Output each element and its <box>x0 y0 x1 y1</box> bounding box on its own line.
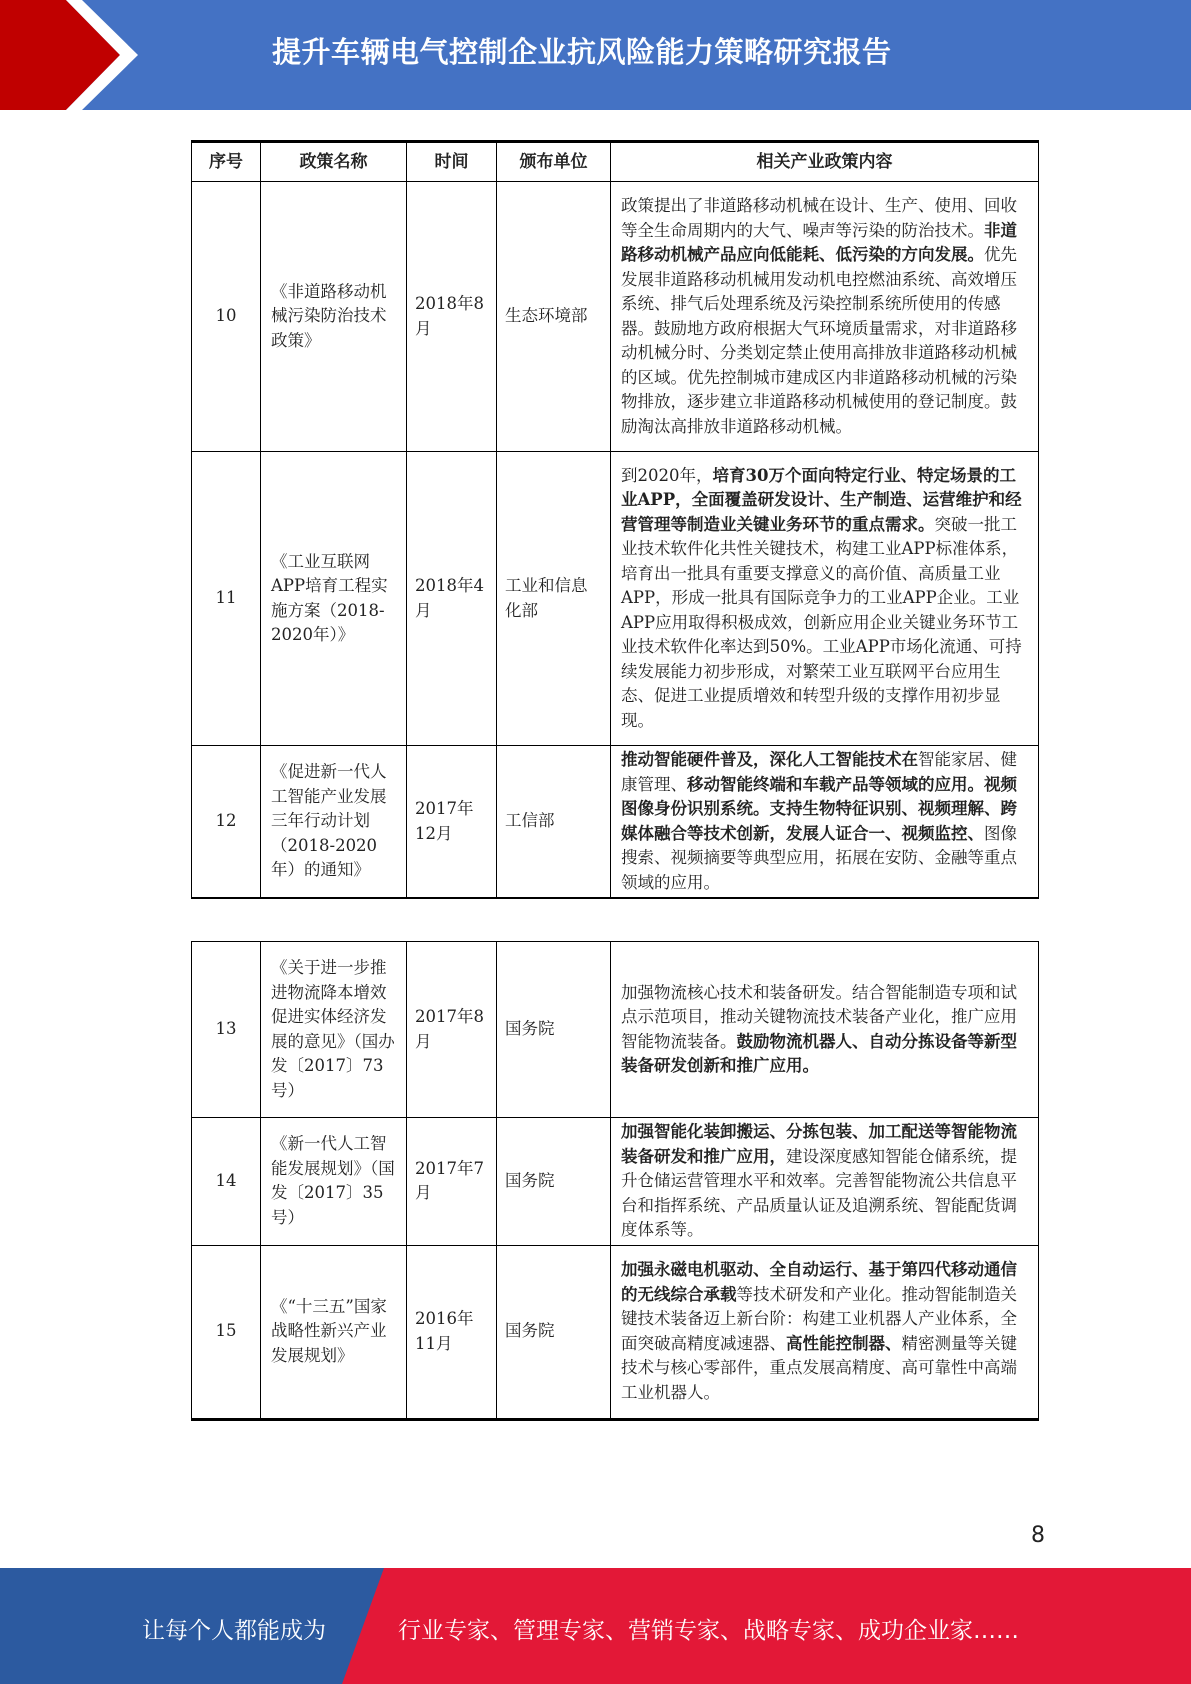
policy-time: 2017年7月 <box>407 1118 497 1246</box>
column-header: 序号 <box>192 142 261 182</box>
content-segment: 加强物流核心技术和装备研发。结合智能制造专项和试点示范项目，推动关键物流技术装备产业化，推广应用智能物流装备。 <box>621 982 1017 1051</box>
policy-table-part-2 <box>191 941 1039 1421</box>
column-header: 颁布单位 <box>497 142 611 182</box>
content-segment: 非道路移动机械产品应向低能耗、低污染的方向发展。 <box>621 220 1017 264</box>
policy-content <box>611 942 1039 1118</box>
policy-content <box>611 452 1039 746</box>
content-segment: 到2020年， <box>621 465 713 485</box>
policy-content <box>611 746 1039 899</box>
row-number: 10 <box>192 182 261 452</box>
content-segment: 图像搜索、视频摘要等典型应用，拓展在安防、金融等重点领域的应用。 <box>621 823 1017 892</box>
report-title: 提升车辆电气控制企业抗风险能力策略研究报告 <box>272 35 892 69</box>
policy-issuer: 工业和信息化部 <box>497 452 611 746</box>
row-number: 12 <box>192 746 261 899</box>
content-segment: 鼓励物流机器人、自动分拣设备等新型装备研发创新和推广应用。 <box>621 1031 1017 1075</box>
policy-name: 《工业互联网APP培育工程实施方案（2018-2020年）》 <box>261 452 407 746</box>
policy-issuer: 生态环境部 <box>497 182 611 452</box>
policy-name: 《关于进一步推进物流降本增效促进实体经济发展的意见》（国办发〔2017〕73号） <box>261 942 407 1118</box>
content-segment: 培育30万个面向特定行业、特定场景的工业APP，全面覆盖研发设计、生产制造、运营维护和经营管理等制造业关键业务环节的重点需求。 <box>621 465 1022 534</box>
policy-content <box>611 1118 1039 1246</box>
content-segment: 建设深度感知智能仓储系统，提升仓储运营管理水平和效率。完善智能物流公共信息平台和指挥系统、产品质量认证及追溯系统、智能配货调度体系等。 <box>621 1146 1017 1239</box>
policy-time: 2018年8月 <box>407 182 497 452</box>
policy-content <box>611 1245 1039 1419</box>
content-segment: 精密测量等关键技术与核心零部件，重点发展高精度、高可靠性中高端工业机器人。 <box>621 1333 1017 1402</box>
policy-issuer: 国务院 <box>497 1118 611 1246</box>
content-segment: 等技术研发和产业化。推动智能制造关键技术装备迈上新台阶：构建工业机器人产业体系，全面突破高精度减速器、 <box>621 1284 1017 1353</box>
content-segment: 智能家居、健康管理、 <box>621 750 1017 794</box>
content-segment: 突破一批工业技术软件化共性关键技术，构建工业APP标准体系，培育出一批具有重要支撑意义的高价值、高质量工业APP，形成一批具有国际竞争力的工业APP企业。工业APP应用取得积极成效，创新应用企业关键业务环节工业技术软件化率达到50%。工业APP市场化流通、可持续发展能力初步形成，对繁荣工业互联网平台应用生态、促进工业提质增效和转型升级的支撑作用初步显现。 <box>621 514 1022 730</box>
row-number: 14 <box>192 1118 261 1246</box>
policy-issuer: 国务院 <box>497 1245 611 1419</box>
page-number: 8 <box>1031 1523 1045 1548</box>
footer-slogan-left: 让每个人都能成为 <box>142 1618 326 1644</box>
content-segment: 高性能控制器、 <box>786 1333 902 1353</box>
policy-time: 2017年12月 <box>407 746 497 899</box>
policy-content <box>611 182 1039 452</box>
footer-slogan-right: 行业专家、管理专家、营销专家、战略专家、成功企业家…… <box>398 1618 1019 1644</box>
table-row <box>192 942 1039 1118</box>
page-footer <box>0 1568 1191 1684</box>
table-row <box>192 182 1039 452</box>
content-segment: 政策提出了非道路移动机械在设计、生产、使用、回收等全生命周期内的大气、噪声等污染的防治技术。 <box>621 196 1017 240</box>
row-number: 15 <box>192 1245 261 1419</box>
policy-time: 2018年4月 <box>407 452 497 746</box>
row-number: 13 <box>192 942 261 1118</box>
content-segment: 加强智能化装卸搬运、分拣包装、加工配送等智能物流装备研发和推广应用， <box>621 1122 1017 1166</box>
column-header: 政策名称 <box>261 142 407 182</box>
table-row <box>192 746 1039 899</box>
chevron-arrow-icon <box>0 0 150 110</box>
table-header-row <box>192 142 1039 182</box>
table-row <box>192 1118 1039 1246</box>
row-number: 11 <box>192 452 261 746</box>
content-segment: 优先发展非道路移动机械用发动机电控燃油系统、高效增压系统、排气后处理系统及污染控制系统所使用的传感器。鼓励地方政府根据大气环境质量需求，对非道路移动机械分时、分类划定禁止使用高排放非道路移动机械的区域。优先控制城市建成区内非道路移动机械的污染物排放，逐步建立非道路移动机械使用的登记制度。鼓励淘汰高排放非道路移动机械。 <box>621 245 1017 436</box>
policy-name: 《非道路移动机械污染防治技术政策》 <box>261 182 407 452</box>
policy-name: 《促进新一代人工智能产业发展三年行动计划（2018-2020年）的通知》 <box>261 746 407 899</box>
policy-issuer: 工信部 <box>497 746 611 899</box>
policy-name: 《新一代人工智能发展规划》（国发〔2017〕35号） <box>261 1118 407 1246</box>
table-row <box>192 1245 1039 1419</box>
policy-table-part-1 <box>191 140 1039 899</box>
page-header <box>0 0 1191 110</box>
content-segment: 移动智能终端和车载产品等领域的应用。视频图像身份识别系统。支持生物特征识别、视频理解、跨媒体融合等技术创新，发展人证合一、视频监控、 <box>621 774 1017 843</box>
column-header: 时间 <box>407 142 497 182</box>
content-segment: 加强永磁电机驱动、全自动运行、基于第四代移动通信的无线综合承载 <box>621 1260 1017 1304</box>
table-row <box>192 452 1039 746</box>
policy-time: 2017年8月 <box>407 942 497 1118</box>
policy-name: 《“十三五”国家战略性新兴产业发展规划》 <box>261 1245 407 1419</box>
policy-issuer: 国务院 <box>497 942 611 1118</box>
column-header: 相关产业政策内容 <box>611 142 1039 182</box>
content-segment: 推动智能硬件普及，深化人工智能技术在 <box>621 750 918 769</box>
policy-time: 2016年11月 <box>407 1245 497 1419</box>
